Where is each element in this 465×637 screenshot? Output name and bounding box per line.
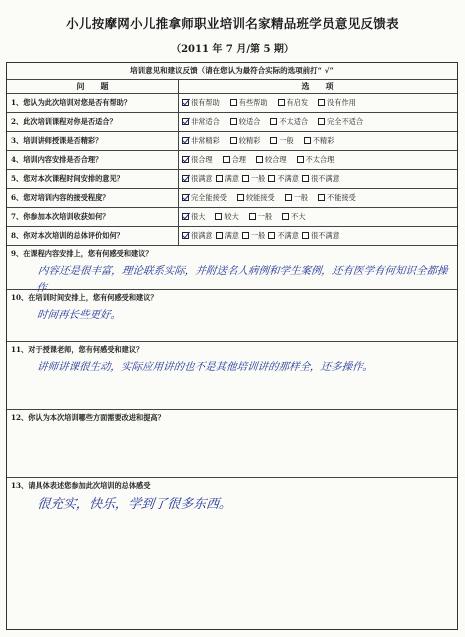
- column-header-question: 问 题: [76, 81, 109, 91]
- option-5-4[interactable]: [268, 174, 299, 184]
- option-label: 不太合理: [305, 154, 335, 164]
- question-1: 1、您认为此次培训对您是否有帮助？: [11, 98, 132, 107]
- checkbox[interactable]: [242, 175, 249, 182]
- checkbox[interactable]: [318, 99, 325, 106]
- option-1-3[interactable]: [278, 98, 309, 108]
- checkbox[interactable]: [182, 137, 189, 144]
- table-divider: [7, 289, 457, 290]
- option-3-2[interactable]: [230, 136, 261, 146]
- option-2-1[interactable]: [182, 117, 220, 127]
- checkbox[interactable]: [318, 194, 325, 201]
- option-label: 一般: [279, 135, 294, 145]
- option-5-3[interactable]: [242, 174, 265, 184]
- checkbox[interactable]: [237, 194, 244, 201]
- checkbox[interactable]: [256, 156, 263, 163]
- option-1-1[interactable]: [182, 98, 220, 108]
- option-label: 有启发: [286, 97, 309, 107]
- checkbox[interactable]: [182, 118, 189, 125]
- options-1: [182, 93, 455, 112]
- form-subtitle: （2011 年 7 月/第 5 期）: [171, 44, 294, 55]
- option-label: 很不满意: [310, 173, 340, 183]
- question-8: 8、你对本次培训的总体评价如何？: [11, 231, 124, 240]
- option-5-1[interactable]: [182, 174, 213, 184]
- option-1-2[interactable]: [230, 98, 268, 108]
- options-4: [182, 150, 455, 169]
- option-5-5[interactable]: [302, 174, 340, 184]
- form-title: 小儿按摩网小儿推拿师职业培训名家精品班学员意见反馈表: [66, 16, 399, 31]
- open-question-10: 10、在培训时间安排上，您有何感受和建议？: [11, 293, 158, 302]
- checkbox[interactable]: [270, 118, 277, 125]
- option-8-4[interactable]: [268, 231, 299, 241]
- open-question-12: 12、你认为本次培训哪些方面需要改进和提高？: [11, 413, 165, 422]
- option-6-2[interactable]: [237, 193, 275, 203]
- table-divider: [7, 341, 457, 342]
- option-label: 很满意: [191, 230, 213, 240]
- table-divider: [7, 409, 457, 410]
- option-4-3[interactable]: [256, 155, 287, 165]
- checkbox[interactable]: [297, 156, 304, 163]
- option-label: 很有帮助: [191, 97, 220, 107]
- options-3: [182, 131, 455, 150]
- option-8-2[interactable]: [216, 231, 239, 241]
- option-4-4[interactable]: [297, 155, 335, 165]
- option-5-2[interactable]: [216, 174, 239, 184]
- handwritten-answer-9: 内容还是很丰富，理论联系实际，并附送名人病例和学生案例，还有医学有何知识全都操作: [35, 265, 449, 294]
- option-3-3[interactable]: [270, 136, 293, 146]
- checkbox[interactable]: [318, 118, 325, 125]
- option-label: 非常适合: [191, 116, 220, 126]
- option-7-4[interactable]: [282, 212, 305, 222]
- checkbox[interactable]: [249, 213, 256, 220]
- checkbox[interactable]: [268, 175, 275, 182]
- checkbox[interactable]: [216, 232, 223, 239]
- checkbox[interactable]: [304, 137, 311, 144]
- options-7: [182, 207, 455, 226]
- option-label: 不能接受: [327, 192, 356, 202]
- option-8-1[interactable]: [182, 231, 213, 241]
- table-divider: [7, 477, 457, 478]
- option-label: 非常精彩: [191, 135, 220, 145]
- option-label: 很不满意: [310, 230, 340, 240]
- open-question-13: 13、请具体表述您参加此次培训的总体感受: [11, 481, 151, 490]
- checkbox[interactable]: [230, 118, 237, 125]
- open-question-9: 9、在课程内容安排上，您有何感受和建议？: [11, 249, 153, 258]
- question-4: 4、培训内容安排是否合理？: [11, 155, 103, 164]
- column-header-options: 选 项: [301, 81, 334, 91]
- option-label: 完全不适合: [327, 116, 364, 126]
- option-8-3[interactable]: [242, 231, 265, 241]
- option-6-1[interactable]: [182, 193, 227, 203]
- option-label: 满意: [224, 230, 239, 240]
- option-label: 较适合: [238, 116, 261, 126]
- checkbox[interactable]: [302, 175, 309, 182]
- checkbox[interactable]: [285, 194, 292, 201]
- option-label: 合理: [231, 154, 246, 164]
- checkbox[interactable]: [230, 137, 237, 144]
- option-label: 一般: [250, 230, 266, 240]
- option-label: 不满意: [277, 230, 299, 240]
- checkbox[interactable]: [268, 232, 275, 239]
- option-label: 不太适合: [279, 116, 309, 126]
- option-3-4[interactable]: [304, 136, 335, 146]
- checkbox[interactable]: [270, 137, 277, 144]
- checkbox[interactable]: [282, 213, 289, 220]
- checkbox[interactable]: [242, 232, 249, 239]
- option-2-2[interactable]: [230, 117, 261, 127]
- instruction-header: 培训意见和建议反馈（请在您认为最符合实际的选项前打“ √”: [130, 66, 334, 75]
- checkbox[interactable]: [182, 175, 189, 182]
- option-3-1[interactable]: [182, 136, 220, 146]
- option-label: 满意: [224, 173, 239, 183]
- option-label: 较精彩: [238, 135, 261, 145]
- option-label: 一般: [293, 192, 309, 202]
- options-6: [182, 188, 455, 207]
- checkbox[interactable]: [182, 213, 189, 220]
- checkbox[interactable]: [230, 99, 237, 106]
- checkbox[interactable]: [223, 156, 230, 163]
- option-label: 很满意: [191, 173, 213, 183]
- checkbox[interactable]: [182, 99, 189, 106]
- checkbox[interactable]: [278, 99, 285, 106]
- form-table: [6, 62, 458, 630]
- question-2: 2、此次培训课程对你是否适合？: [11, 117, 117, 126]
- option-label: 很大: [191, 211, 206, 221]
- question-3: 3、培训讲师授课是否精彩？: [11, 136, 103, 145]
- options-8: [182, 226, 455, 245]
- question-6: 6、您对培训内容的接受程度？: [11, 193, 110, 202]
- option-label: 较能接受: [245, 192, 275, 202]
- checkbox[interactable]: [216, 175, 223, 182]
- option-6-3[interactable]: [285, 193, 308, 203]
- open-question-11: 11、对于授课老师，您有何感受和建议？: [11, 345, 144, 354]
- option-7-3[interactable]: [249, 212, 272, 222]
- option-label: 不满意: [277, 173, 299, 183]
- option-2-4[interactable]: [318, 117, 363, 127]
- option-8-5[interactable]: [302, 231, 340, 241]
- option-label: 较大: [224, 211, 239, 221]
- question-5: 5、您对本次课程时间安排的意见？: [11, 174, 124, 183]
- option-4-2[interactable]: [223, 155, 246, 165]
- handwritten-answer-13: 很充实，快乐，学到了很多东西。: [36, 497, 233, 512]
- option-label: 一般: [250, 173, 266, 183]
- checkbox[interactable]: [215, 213, 222, 220]
- handwritten-answer-10: 时间再长些更好。: [36, 309, 122, 321]
- checkbox[interactable]: [302, 232, 309, 239]
- column-divider: [178, 79, 179, 245]
- option-7-1[interactable]: [182, 212, 205, 222]
- option-label: 完全能接受: [191, 192, 227, 202]
- checkbox[interactable]: [182, 194, 189, 201]
- handwritten-answer-11: 讲师讲课很生动，实际应用讲的也不是其他培训讲的那样全，还多操作。: [36, 361, 374, 373]
- options-2: [182, 112, 455, 131]
- option-label: 较合理: [264, 154, 287, 164]
- option-label: 一般: [257, 211, 273, 221]
- option-label: 有些帮助: [238, 97, 268, 107]
- option-label: 不大: [291, 211, 306, 221]
- option-4-1[interactable]: [182, 155, 213, 165]
- option-label: 没有作用: [327, 97, 356, 107]
- option-7-2[interactable]: [215, 212, 238, 222]
- question-7: 7、你参加本次培训收获如何？: [11, 212, 110, 221]
- option-2-3[interactable]: [270, 117, 308, 127]
- option-label: 不精彩: [312, 135, 335, 145]
- option-6-4[interactable]: [318, 193, 356, 203]
- checkbox[interactable]: [182, 156, 189, 163]
- option-label: 很合理: [191, 154, 213, 164]
- table-divider: [7, 245, 457, 246]
- checkbox[interactable]: [182, 232, 189, 239]
- options-5: [182, 169, 455, 188]
- option-1-4[interactable]: [318, 98, 356, 108]
